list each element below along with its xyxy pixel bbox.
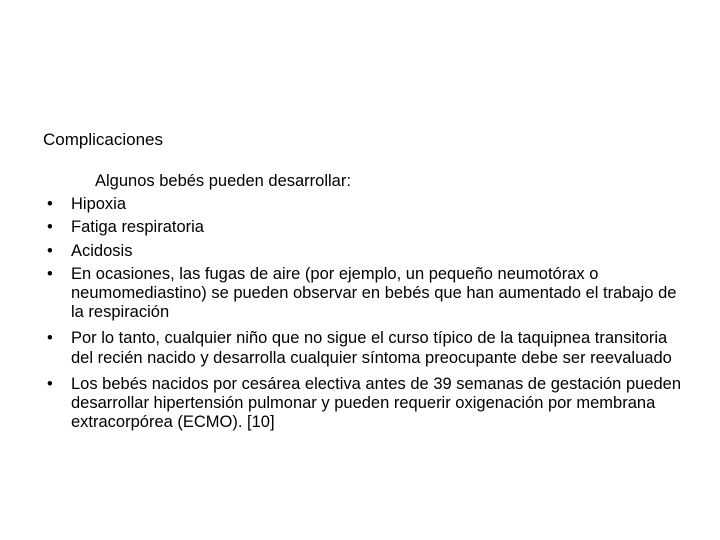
bullet-icon: • [47,264,53,283]
bullet-icon: • [47,195,53,214]
slide-title: Complicaciones [43,130,163,149]
bullet-icon: • [47,329,53,348]
bullet-icon: • [47,218,53,237]
bullet-list [47,195,687,432]
list-item-text: En ocasiones, las fugas de aire (por ejemplo, un pequeño neumotórax o neumomediastino) se pueden observar en bebés que han aumentado el trabajo de la respiración [71,264,677,322]
bullet-icon: • [47,374,53,393]
intro-text: Algunos bebés pueden desarrollar: [95,172,351,190]
list-item-text: Hipoxia [71,195,127,214]
list-item-text: Fatiga respiratoria [71,218,204,237]
list-item [47,218,687,237]
slide-body [47,172,687,436]
list-item [47,242,687,261]
list-item-text: Acidosis [71,241,133,260]
list-item [47,329,687,367]
list-item [47,195,687,214]
list-item [47,265,687,323]
list-item [47,375,687,433]
list-item-text: Por lo tanto, cualquier niño que no sigue el curso típico de la taquipnea transitoria del recién nacido y desarrolla cualquier síntoma preocupante debe ser reevaluado [71,329,672,367]
bullet-icon: • [47,241,53,260]
list-item-text: Los bebés nacidos por cesárea electiva antes de 39 semanas de gestación pueden desarrollar hipertensión pulmonar y pueden requerir oxigenación por membrana extracorpórea (ECMO). [10] [71,374,682,432]
